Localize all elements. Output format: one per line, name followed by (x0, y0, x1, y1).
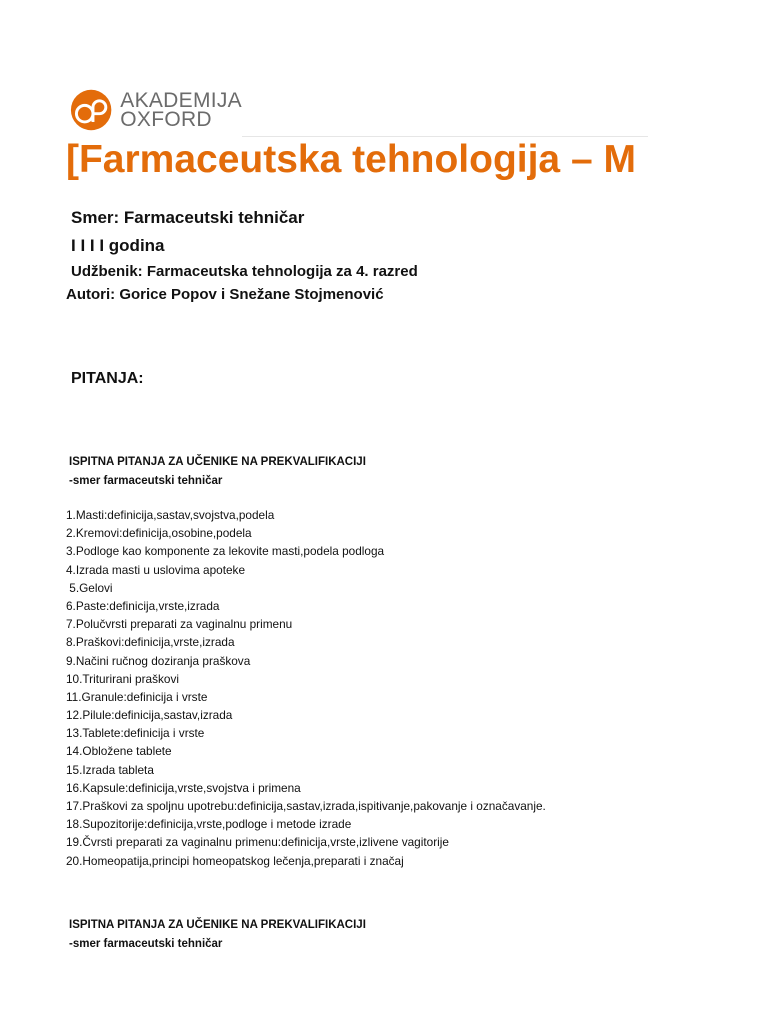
section-2-title: ISPITNA PITANJA ZA UČENIKE NA PREKVALIFIKACIJI (69, 919, 366, 931)
question-item: 10.Triturirani praškovi (66, 671, 179, 686)
akademija-oxford-logo (70, 86, 242, 134)
question-item: 4.Izrada masti u uslovima apoteke (66, 562, 246, 577)
question-item: 6.Paste:definicija,vrste,izrada (66, 598, 220, 613)
question-item: 7.Polučvrsti preparati za vaginalnu primenu (66, 617, 293, 632)
question-item: 15.Izrada tableta (66, 762, 154, 777)
question-list (66, 506, 546, 870)
smer-line: Smer: Farmaceutski tehničar (71, 208, 305, 227)
question-item: 8.Praškovi:definicija,vrste,izrada (66, 635, 235, 650)
question-item: 17.Praškovi za spoljnu upotrebu:definicija,sastav,izrada,ispitivanje,pakovanje i označavanje. (66, 799, 546, 813)
section-1-subtitle: -smer farmaceutski tehničar (69, 475, 223, 487)
title-container (66, 134, 648, 186)
section-1-title: ISPITNA PITANJA ZA UČENIKE NA PREKVALIFIKACIJI (69, 456, 366, 468)
logo-line-1: AKADEMIJA (120, 89, 242, 112)
section-2-subtitle: -smer farmaceutski tehničar (69, 938, 223, 950)
question-item: 12.Pilule:definicija,sastav,izrada (66, 708, 233, 723)
autori-line: Autori: Gorice Popov i Snežane Stojmenović (66, 286, 384, 303)
question-item: 19.Čvrsti preparati za vaginalnu primenu:definicija,vrste,izlivene vagitorije (66, 835, 449, 850)
akademija-oxford-logo-icon (70, 87, 112, 133)
pitanja-heading: PITANJA: (71, 370, 144, 387)
question-item: 13.Tablete:definicija i vrste (66, 726, 205, 741)
logo-wordmark (120, 91, 242, 129)
question-item: 20.Homeopatija,principi homeopatskog lečenja,preparati i značaj (66, 853, 404, 868)
question-item: 14.Obložene tablete (66, 744, 172, 759)
udzbenik-line: Udžbenik: Farmaceutska tehnologija za 4. razred (71, 263, 418, 280)
question-item: 16.Kapsule:definicija,vrste,svojstva i primena (66, 780, 301, 795)
question-item: 3.Podloge kao komponente za lekovite masti,podela podloga (66, 544, 385, 559)
question-item: 1.Masti:definicija,sastav,svojstva,podela (66, 508, 275, 522)
logo-line-2: OXFORD (120, 108, 212, 131)
question-item: 11.Granule:definicija i vrste (66, 689, 208, 704)
document-title: [Farmaceutska tehnologija – M (66, 138, 636, 181)
question-item: 5.Gelovi (66, 580, 113, 595)
question-item: 9.Načini ručnog doziranja praškova (66, 653, 251, 668)
godina-line: I I I I godina (71, 236, 165, 255)
question-item: 2.Kremovi:definicija,osobine,podela (66, 526, 252, 541)
question-item: 18.Supozitorije:definicija,vrste,podloge i metode izrade (66, 817, 352, 832)
